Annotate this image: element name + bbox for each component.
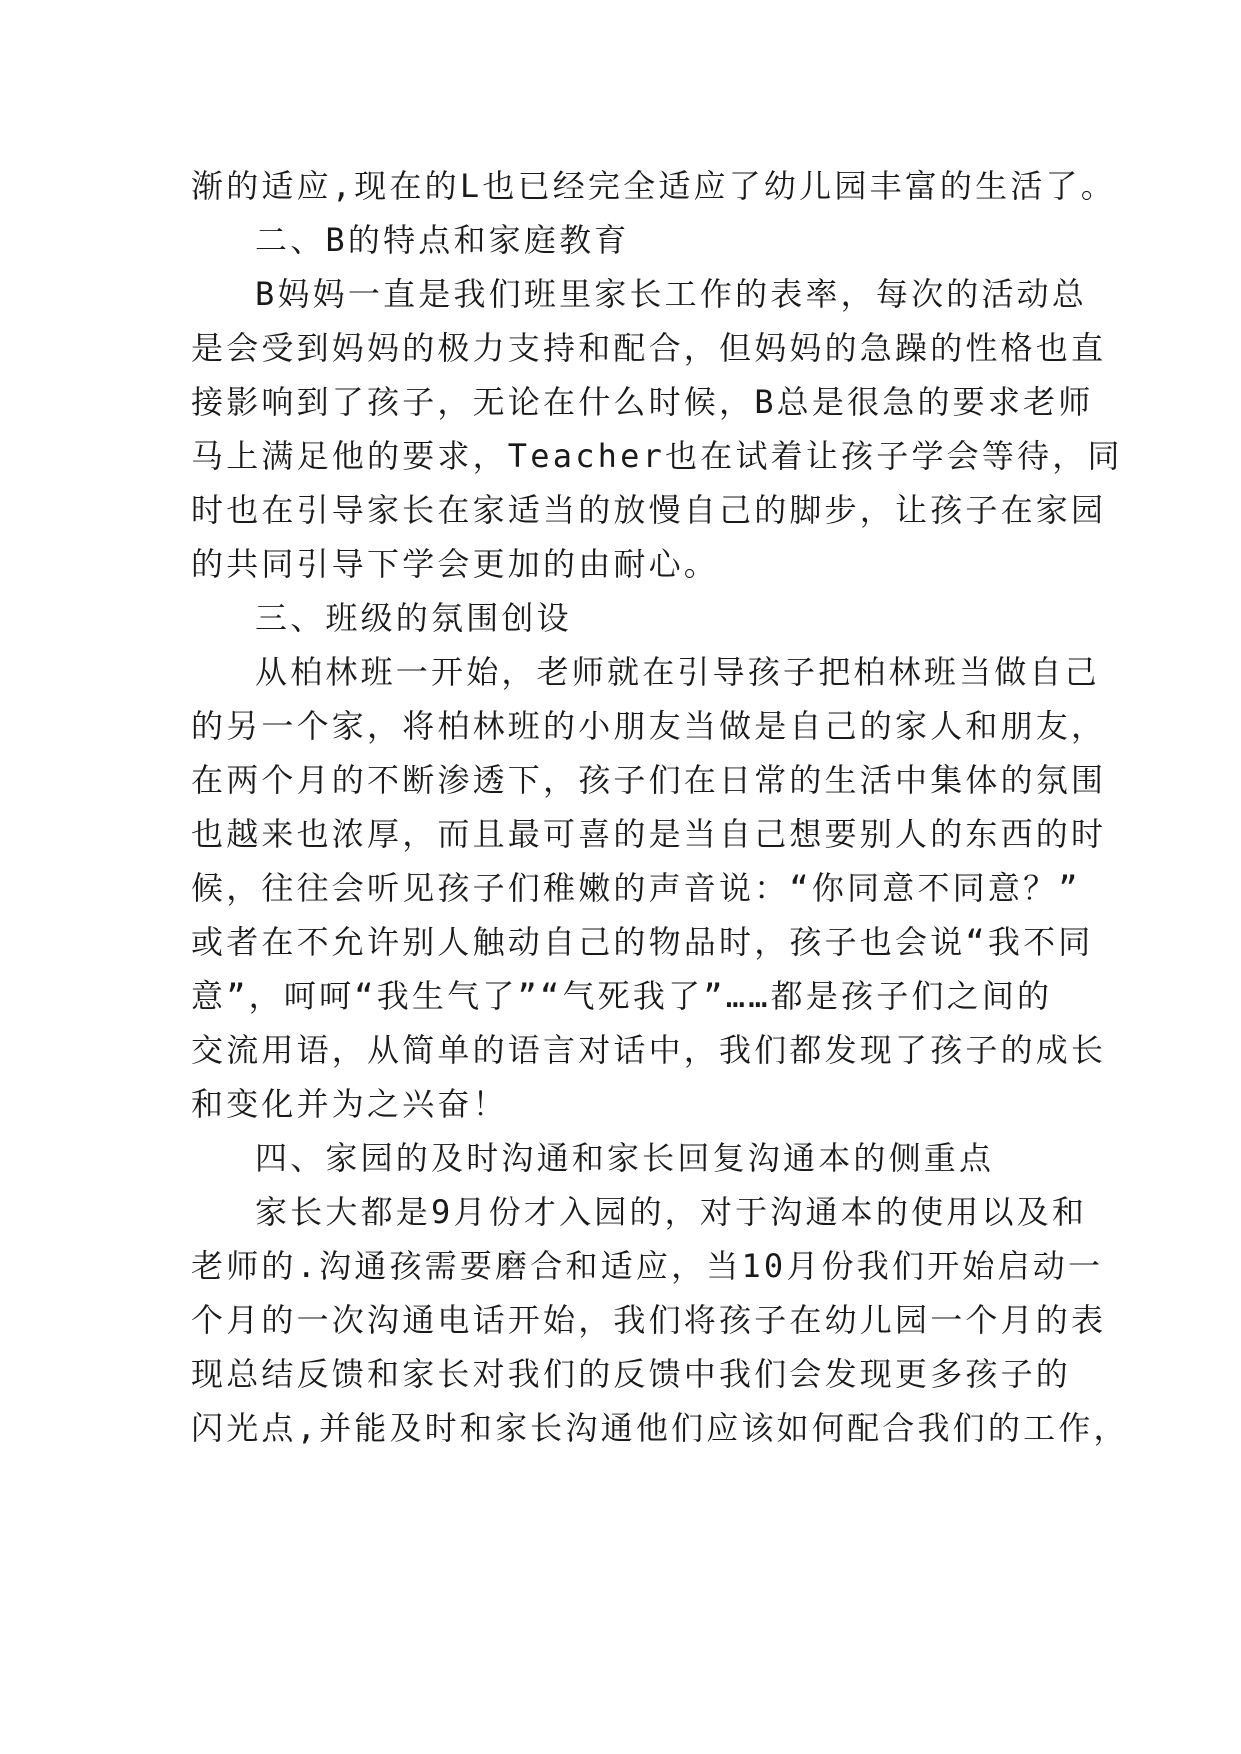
text-line: 接影响到了孩子，无论在什么时候，B总是很急的要求老师 [191, 383, 1094, 421]
text-line: 马上满足他的要求，Teacher也在试着让孩子学会等待，同 [191, 437, 1123, 475]
paragraph-first-line: B妈妈一直是我们班里家长工作的表率，每次的活动总 [255, 275, 1088, 313]
text-line: 意”，呵呵“我生气了”“气死我了”……都是孩子们之间的 [191, 977, 1053, 1015]
text-line: 和变化并为之兴奋！ [191, 1085, 508, 1123]
text-line: 老师的.沟通孩需要磨合和适应，当10月份我们开始启动一 [191, 1247, 1104, 1285]
section-heading: 四、家园的及时沟通和家长回复沟通本的侧重点 [255, 1139, 995, 1177]
text-line: 是会受到妈妈的极力支持和配合，但妈妈的急躁的性格也直 [191, 329, 1107, 367]
text-line: 个月的一次沟通电话开始，我们将孩子在幼儿园一个月的表 [191, 1301, 1107, 1339]
paragraph-first-line: 家长大都是9月份才入园的，对于沟通本的使用以及和 [255, 1193, 1088, 1231]
section-heading: 二、B的特点和家庭教育 [255, 221, 630, 259]
text-line: 也越来也浓厚，而且最可喜的是当自己想要别人的东西的时 [191, 815, 1107, 853]
text-line: 的另一个家，将柏林班的小朋友当做是自己的家人和朋友， [191, 707, 1107, 745]
text-line: 候，往往会听见孩子们稚嫩的声音说：“你同意不同意？” [191, 869, 1081, 907]
section-heading: 三、班级的氛围创设 [255, 599, 572, 637]
text-line: 渐的适应,现在的L也已经完全适应了幼儿园丰富的生活了。 [191, 167, 1116, 205]
text-line: 时也在引导家长在家适当的放慢自己的脚步，让孩子在家园 [191, 491, 1107, 529]
text-line: 现总结反馈和家长对我们的反馈中我们会发现更多孩子的 [191, 1355, 1072, 1393]
text-line: 的共同引导下学会更加的由耐心。 [191, 545, 720, 583]
text-line: 闪光点,并能及时和家长沟通他们应该如何配合我们的工作， [191, 1409, 1129, 1447]
text-line: 交流用语，从简单的语言对话中，我们都发现了孩子的成长 [191, 1031, 1107, 1069]
text-line: 或者在不允许别人触动自己的物品时，孩子也会说“我不同 [191, 923, 1094, 961]
text-line: 在两个月的不断渗透下，孩子们在日常的生活中集体的氛围 [191, 761, 1107, 799]
paragraph-first-line: 从柏林班一开始，老师就在引导孩子把柏林班当做自己 [255, 653, 1100, 691]
